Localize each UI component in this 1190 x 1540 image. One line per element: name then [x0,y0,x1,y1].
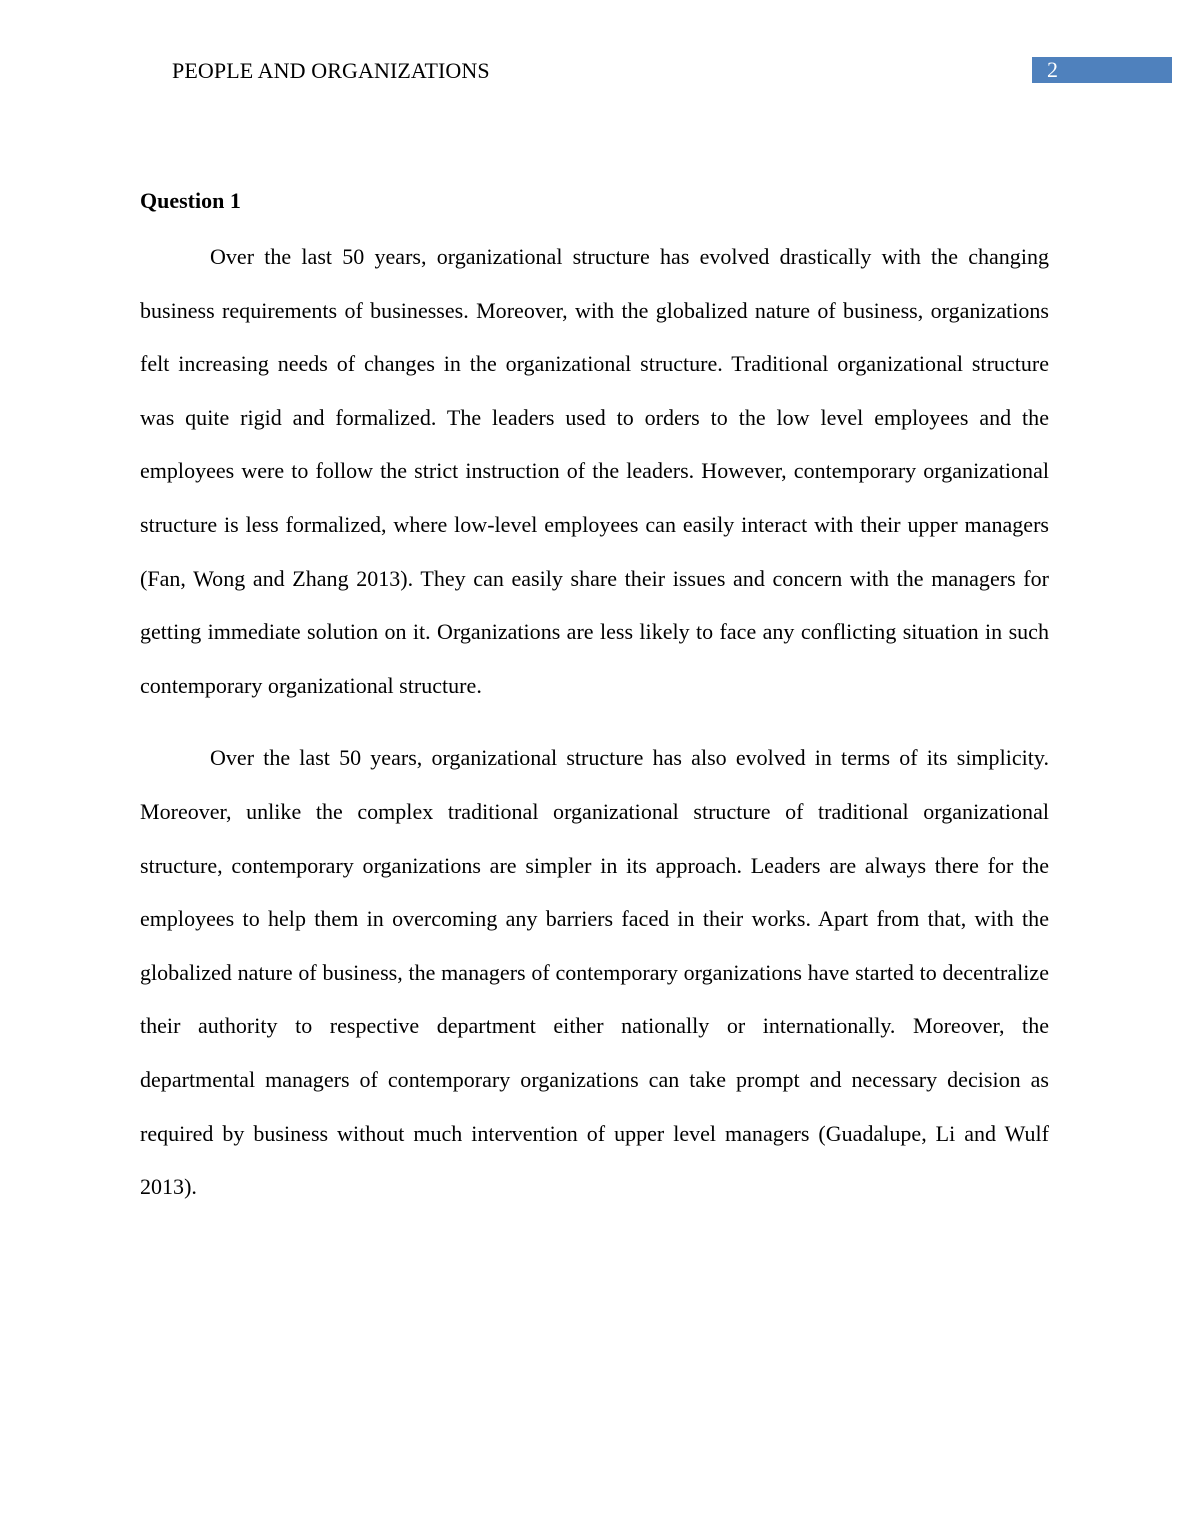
paragraph: Over the last 50 years, organizational structure has evolved drastically with the changing business requirements of businesses. Moreover, with the globalized nature of business, organizations felt increasing needs of changes in the organizational structure. Traditional organizational structure was quite rigid and formalized. The leaders used to orders to the low level employees and the employees were to follow the strict instruction of the leaders. However, contemporary organizational structure is less formalized, where low-level employees can easily interact with their upper managers (Fan, Wong and Zhang 2013). They can easily share their issues and concern with the managers for getting immediate solution on it. Organizations are less likely to face any conflicting situation in such contemporary organizational structure. [140,244,1049,698]
section-heading: Question 1 [140,188,241,213]
page-number-box [1032,57,1172,83]
running-head: PEOPLE AND ORGANIZATIONS [172,58,490,83]
page-number: 2 [1047,57,1058,82]
document-body [140,185,1049,1233]
page-header [0,0,1190,100]
paragraph: Over the last 50 years, organizational structure has also evolved in terms of its simplicity. Moreover, unlike the complex traditional organizational structure of traditional organizational structure, contemporary organizations are simpler in its approach. Leaders are always there for the employees to help them in overcoming any barriers faced in their works. Apart from that, with the globalized nature of business, the managers of contemporary organizations have started to decentralize their authority to respective department either nationally or internationally. Moreover, the departmental managers of contemporary organizations can take prompt and necessary decision as required by business without much intervention of upper level managers (Guadalupe, Li and Wulf 2013). [140,745,1049,1200]
